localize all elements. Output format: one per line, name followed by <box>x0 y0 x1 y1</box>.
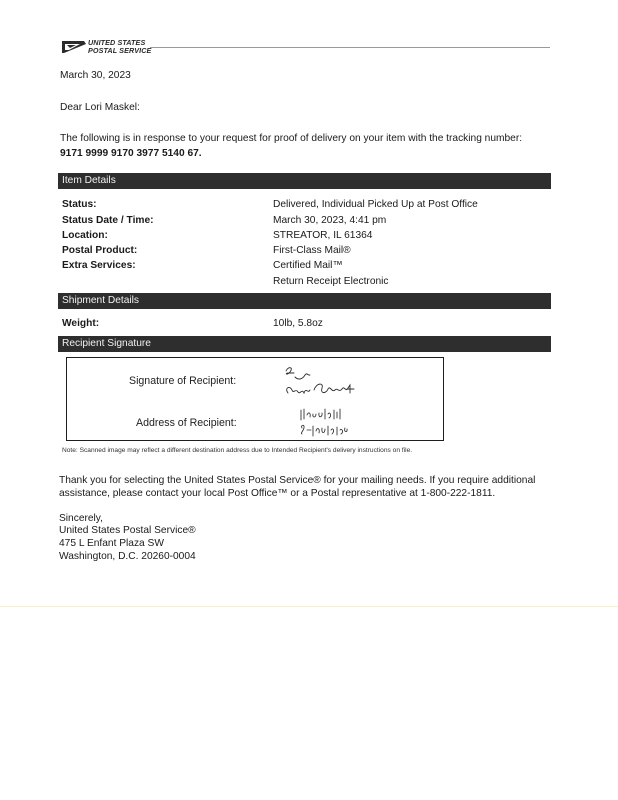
location-label: Location: <box>62 230 108 241</box>
weight-value: 10lb, 5.8oz <box>273 318 323 329</box>
item-details-heading: Item Details <box>62 175 116 186</box>
org-line-1: UNITED STATES <box>88 38 146 47</box>
shipment-details-heading: Shipment Details <box>62 295 140 306</box>
shipment-details-bar <box>58 293 551 309</box>
address-label: Address of Recipient: <box>136 417 237 429</box>
weight-label: Weight: <box>62 318 100 329</box>
status-date-label: Status Date / Time: <box>62 215 154 226</box>
recipient-signature-bar <box>58 336 551 352</box>
postal-product-label: Postal Product: <box>62 245 138 256</box>
handwritten-address-image <box>298 406 352 440</box>
salutation: Dear Lori Maskel: <box>60 102 140 113</box>
scan-note: Note: Scanned image may reflect a different destination address due to Intended Recipient's delivery instructions on file. <box>62 447 413 454</box>
sender-name: United States Postal Service® <box>59 525 196 536</box>
recipient-signature-heading: Recipient Signature <box>62 338 151 349</box>
postal-product-value: First-Class Mail® <box>273 245 351 256</box>
sincerely: Sincerely, <box>59 513 103 524</box>
usps-wordmark <box>88 39 151 55</box>
extra-services-label: Extra Services: <box>62 260 136 271</box>
extra-services-value-2: Return Receipt Electronic <box>273 276 389 287</box>
letter-date: March 30, 2023 <box>60 70 131 81</box>
extra-services-value: Certified Mail™ <box>273 260 343 271</box>
intro-text: The following is in response to your request for proof of delivery on your item with the tracking number: <box>60 133 523 144</box>
org-line-2: POSTAL SERVICE <box>88 46 152 55</box>
status-value: Delivered, Individual Picked Up at Post Office <box>273 199 478 210</box>
location-value: STREATOR, IL 61364 <box>273 230 373 241</box>
tracking-number: 9171 9999 9170 3977 5140 67. <box>60 148 202 159</box>
signature-label: Signature of Recipient: <box>129 375 237 387</box>
sender-address-2: Washington, D.C. 20260-0004 <box>59 551 196 562</box>
eagle-logo-icon <box>62 39 86 55</box>
usps-logo <box>62 39 154 57</box>
status-date-value: March 30, 2023, 4:41 pm <box>273 215 387 226</box>
status-label: Status: <box>62 199 97 210</box>
page-fold-line <box>0 606 618 607</box>
signature-box <box>66 357 444 441</box>
thank-you-paragraph: Thank you for selecting the United States Postal Service® for your mailing needs. If you require additional assistance, please contact your local Post Office™ or a Postal representative at 1-800-222-1811. <box>59 475 536 499</box>
header-rule <box>150 47 550 48</box>
handwritten-signature-image <box>280 363 380 399</box>
item-details-bar <box>58 173 551 189</box>
sender-address-1: 475 L Enfant Plaza SW <box>59 538 164 549</box>
